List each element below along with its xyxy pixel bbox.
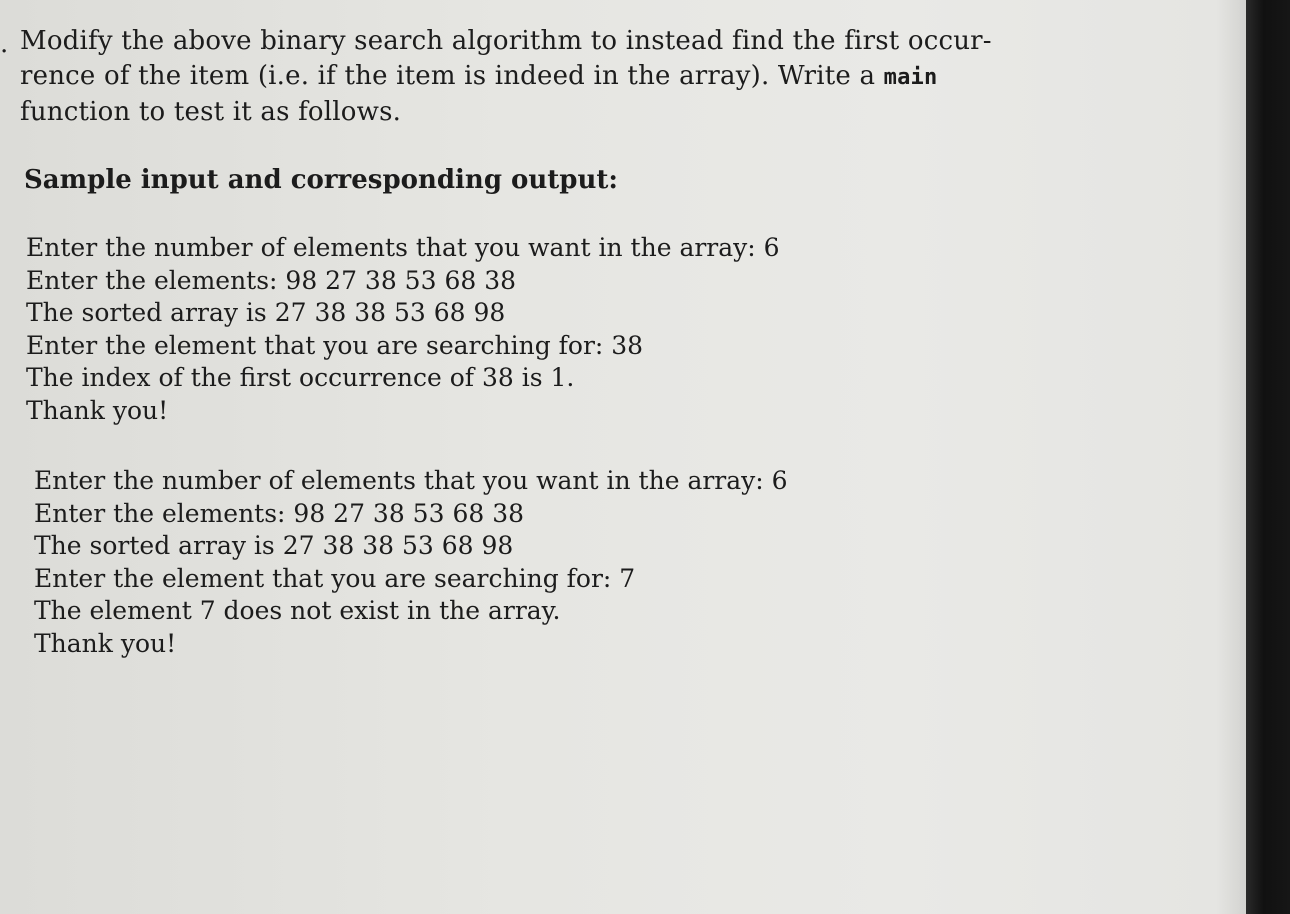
- run1-line: The index of the first occurrence of 38 is 1.: [26, 363, 575, 392]
- run2-line: Enter the number of elements that you want in the array: 6: [34, 466, 788, 495]
- run2-line: Enter the element that you are searching for: 7: [34, 563, 636, 593]
- run2-line: Enter the elements: 98 27 38 53 68 38: [34, 498, 525, 528]
- screen-edge-shadow: [1216, 0, 1246, 914]
- run1-line: Enter the element that you are searching for: 38: [26, 330, 644, 360]
- run1-line: The sorted array is 27 38 38 53 68 98: [26, 298, 506, 327]
- problem-line-1: Modify the above binary search algorithm to instead find the first occur-: [20, 26, 992, 56]
- code-main-keyword: main: [883, 65, 938, 90]
- problem-line-2-text: rence of the item (i.e. if the item is indeed in the array). Write a: [20, 61, 884, 91]
- problem-line-3: function to test it as follows.: [20, 97, 402, 127]
- sample-heading: Sample input and corresponding output:: [24, 165, 619, 195]
- run2-line: Thank you!: [34, 628, 177, 658]
- run2-line: The element 7 does not exist in the array.: [34, 596, 561, 625]
- run1-line: Thank you!: [26, 395, 169, 425]
- sample-run-1: [26, 232, 780, 427]
- problem-line-2: [20, 59, 938, 95]
- sample-run-2: [34, 465, 788, 660]
- run2-line: The sorted array is 27 38 38 53 68 98: [34, 531, 514, 560]
- monitor-bezel: [1246, 0, 1290, 914]
- problem-statement: [20, 24, 992, 130]
- item-bullet: .: [0, 29, 9, 59]
- run1-line: Enter the elements: 98 27 38 53 68 38: [26, 265, 517, 295]
- run1-line: Enter the number of elements that you want in the array: 6: [26, 233, 780, 262]
